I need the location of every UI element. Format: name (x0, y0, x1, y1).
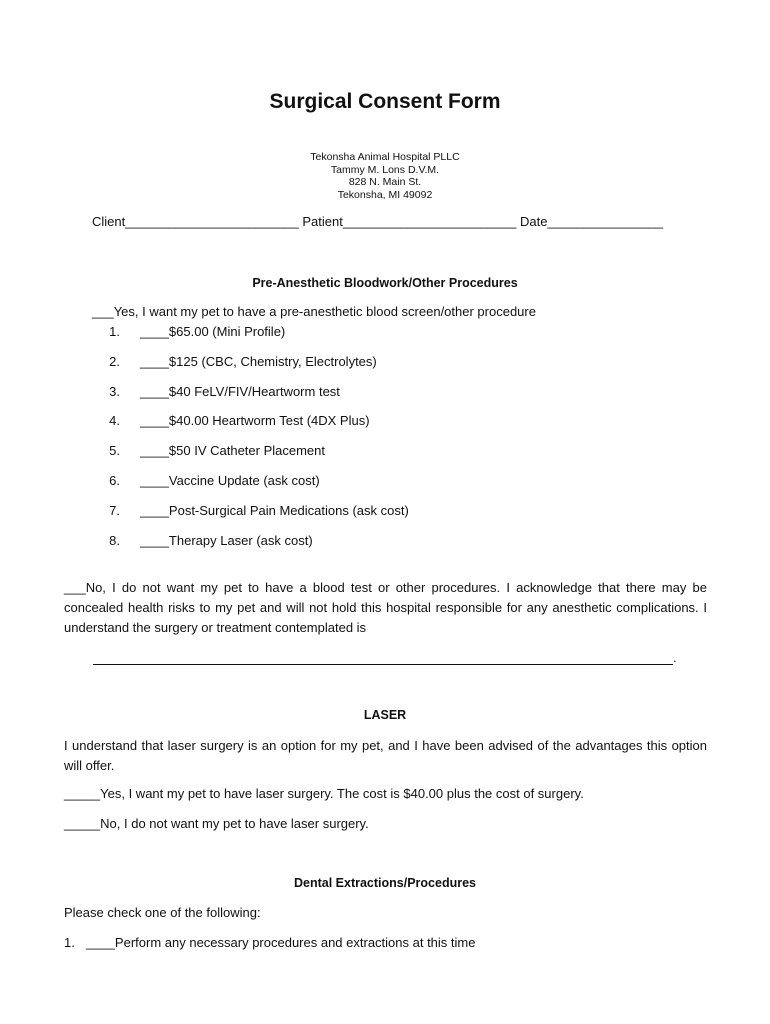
bloodwork-yes-option[interactable]: ___Yes, I want my pet to have a pre-anesthetic blood screen/other procedure (92, 304, 536, 319)
laser-yes-option[interactable]: _____Yes, I want my pet to have laser surgery. The cost is $40.00 plus the cost of surgery. (64, 786, 584, 801)
item-number: 8. (109, 533, 120, 548)
item-label: ____$40.00 Heartworm Test (4DX Plus) (140, 413, 370, 428)
dental-option-1[interactable] (64, 935, 475, 950)
list-item[interactable] (90, 354, 377, 369)
item-number: 7. (109, 503, 120, 518)
item-label: ____$50 IV Catheter Placement (140, 443, 326, 458)
item-label: ____Perform any necessary procedures and extractions at this time (86, 935, 476, 950)
hospital-address (0, 151, 770, 201)
list-item[interactable] (90, 473, 320, 488)
bloodwork-heading: Pre-Anesthetic Bloodwork/Other Procedures (252, 276, 518, 290)
item-number: 3. (109, 384, 120, 399)
item-label: ____Post-Surgical Pain Medications (ask cost) (140, 503, 409, 518)
list-item[interactable] (90, 413, 370, 428)
item-number: 1. (64, 935, 75, 950)
address-line-hospital: Tekonsha Animal Hospital PLLC (310, 151, 460, 163)
list-item[interactable] (90, 533, 313, 548)
dental-instruction: Please check one of the following: (64, 905, 261, 920)
item-number: 5. (109, 443, 120, 458)
item-number: 1. (109, 324, 120, 339)
item-number: 6. (109, 473, 120, 488)
contemplated-period: . (673, 650, 677, 665)
client-patient-date-line[interactable]: Client________________________ Patient________________________ Date________________ (92, 214, 664, 229)
laser-intro: I understand that laser surgery is an option for my pet, and I have been advised of the advantages this option will offer. (64, 738, 707, 773)
form-title: Surgical Consent Form (269, 90, 501, 113)
item-label: ____$125 (CBC, Chemistry, Electrolytes) (140, 354, 377, 369)
list-item[interactable] (90, 384, 340, 399)
laser-no-option[interactable]: _____No, I do not want my pet to have laser surgery. (64, 816, 369, 831)
item-label: ____Vaccine Update (ask cost) (140, 473, 320, 488)
list-item[interactable] (90, 503, 409, 518)
address-line-doctor: Tammy M. Lons D.V.M. (330, 163, 440, 176)
list-item[interactable] (90, 443, 325, 458)
item-number: 2. (109, 354, 120, 369)
contemplated-blank-line[interactable] (93, 664, 673, 665)
laser-heading: LASER (363, 708, 407, 722)
item-number: 4. (109, 413, 120, 428)
item-label: ____Therapy Laser (ask cost) (140, 533, 313, 548)
address-line-city: Tekonsha, MI 49092 (337, 188, 433, 201)
bloodwork-no-option[interactable]: ___No, I do not want my pet to have a blood test or other procedures. I acknowledge that there may be concealed health risks to my pet and will not hold this hospital responsible for any anesthetic complications. I understand the surgery or treatment contemplated is (64, 580, 707, 635)
item-label: ____$40 FeLV/FIV/Heartworm test (140, 384, 340, 399)
item-label: ____$65.00 (Mini Profile) (140, 324, 286, 339)
list-item[interactable] (90, 324, 285, 339)
address-line-street: 828 N. Main St. (348, 176, 422, 188)
dental-heading: Dental Extractions/Procedures (293, 876, 476, 890)
